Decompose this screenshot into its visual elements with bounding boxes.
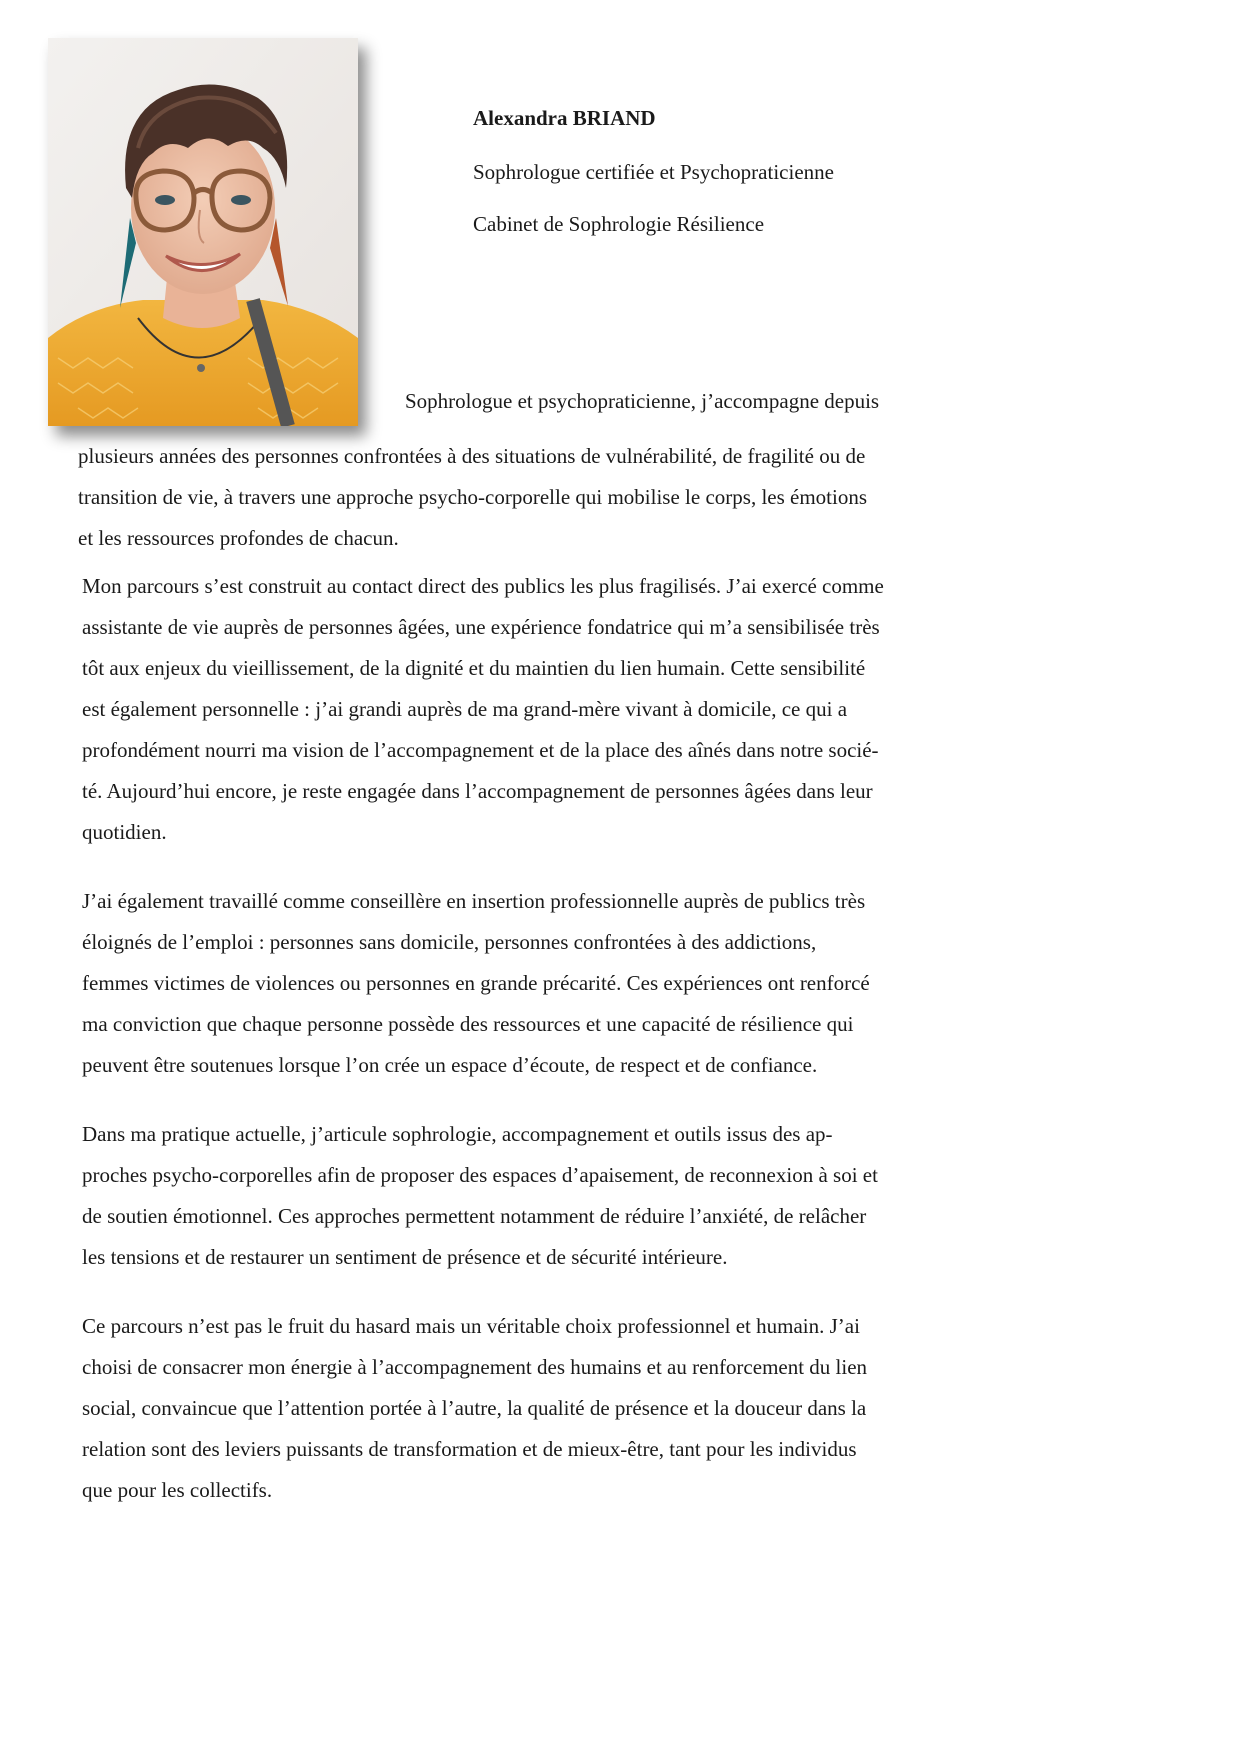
paragraph-line: peuvent être soutenues lorsque l’on crée un espace d’écoute, de respect et de confiance. [82,1053,818,1077]
paragraph-line: que pour les collectifs. [82,1478,273,1502]
intro-first-line: Sophrologue et psychopraticienne, j’accompagne depuis [405,389,880,413]
paragraph-parcours [82,566,1012,853]
professional-title: Sophrologue certifiée et Psychopraticienne [473,160,834,184]
paragraph-line: femmes victimes de violences ou personnes en grande précarité. Ces expériences ont renforcé [82,971,870,995]
paragraph-line: proches psycho-corporelles afin de proposer des espaces d’apaisement, de reconnexion à soi et [82,1163,878,1187]
intro-line: et les ressources profondes de chacun. [78,526,399,550]
document-body [82,566,1012,1539]
paragraph-line: social, convaincue que l’attention portée à l’autre, la qualité de présence et la douceur dans la [82,1396,867,1420]
paragraph-line: Dans ma pratique actuelle, j’articule sophrologie, accompagnement et outils issus des ap- [82,1122,833,1146]
profile-header [473,104,1073,262]
paragraph-pratique [82,1114,1012,1278]
paragraph-line: profondément nourri ma vision de l’accompagnement et de la place des aînés dans notre socié- [82,738,879,762]
paragraph-line: té. Aujourd’hui encore, je reste engagée dans l’accompagnement de personnes âgées dans leur [82,779,873,803]
intro-line: transition de vie, à travers une approche psycho-corporelle qui mobilise le corps, les émotions [78,485,868,509]
paragraph-line: éloignés de l’emploi : personnes sans domicile, personnes confrontées à des addictions, [82,930,817,954]
cabinet-name: Cabinet de Sophrologie Résilience [473,212,765,236]
paragraph-line: quotidien. [82,820,167,844]
paragraph-line: Mon parcours s’est construit au contact direct des publics les plus fragilisés. J’ai exercé comme [82,574,884,598]
paragraph-line: ma conviction que chaque personne possède des ressources et une capacité de résilience qui [82,1012,854,1036]
paragraph-line: Ce parcours n’est pas le fruit du hasard mais un véritable choix professionnel et humain. J’ai [82,1314,860,1338]
portrait-illustration [48,38,358,426]
paragraph-line: assistante de vie auprès de personnes âgées, une expérience fondatrice qui m’a sensibilisée très [82,615,880,639]
paragraph-line: choisi de consacrer mon énergie à l’accompagnement des humains et au renforcement du lien [82,1355,868,1379]
paragraph-line: J’ai également travaillé comme conseillère en insertion professionnelle auprès de publics très [82,889,866,913]
intro-paragraph [78,436,1008,559]
paragraph-line: est également personnelle : j’ai grandi auprès de ma grand-mère vivant à domicile, ce qui a [82,697,848,721]
person-name: Alexandra BRIAND [473,106,656,130]
paragraph-line: relation sont des leviers puissants de transformation et de mieux-être, tant pour les individus [82,1437,857,1461]
paragraph-choix [82,1306,1012,1511]
paragraph-line: de soutien émotionnel. Ces approches permettent notamment de réduire l’anxiété, de relâcher [82,1204,867,1228]
paragraph-line: tôt aux enjeux du vieillissement, de la dignité et du maintien du lien humain. Cette sensibilité [82,656,866,680]
intro-line: plusieurs années des personnes confrontées à des situations de vulnérabilité, de fragilité ou de [78,444,866,468]
paragraph-line: les tensions et de restaurer un sentiment de présence et de sécurité intérieure. [82,1245,728,1269]
paragraph-insertion [82,881,1012,1086]
portrait-photo [48,38,358,426]
